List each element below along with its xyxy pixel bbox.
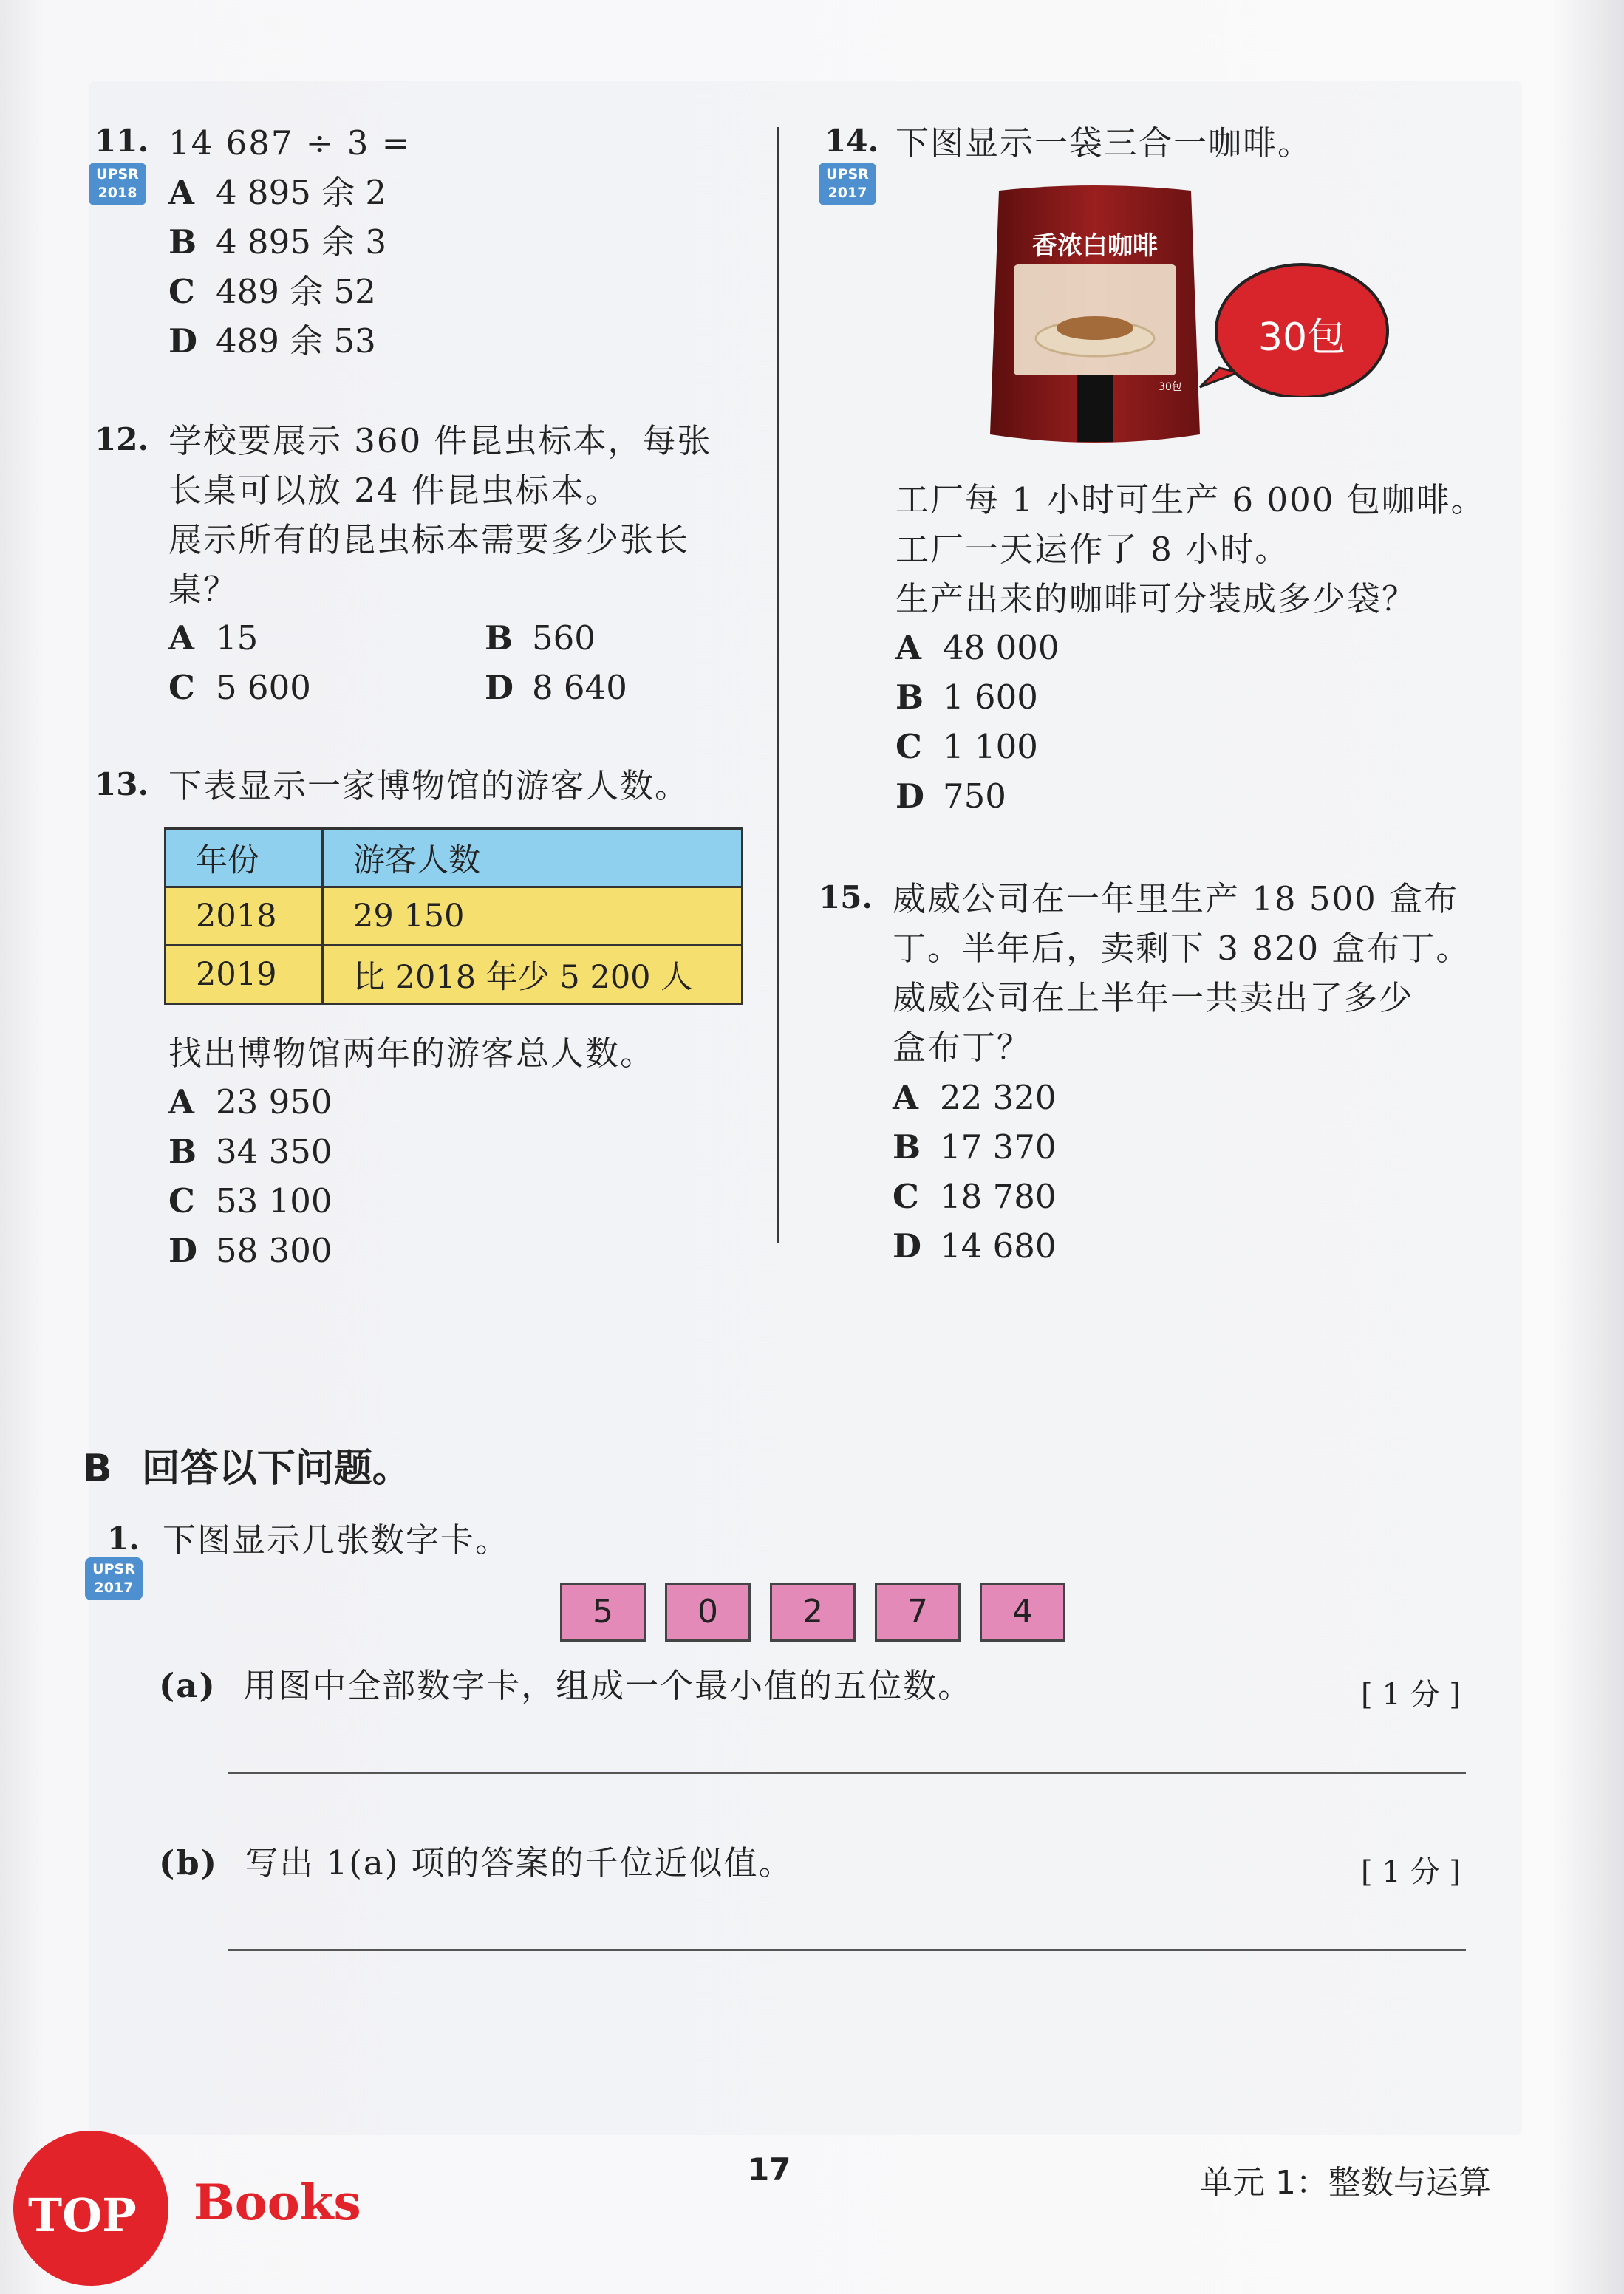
table-header-row [166,829,743,887]
coffee-bag-image [984,183,1206,451]
q11-question: 14 687 ÷ 3 = [168,123,412,163]
q13-option-a[interactable]: A 23 950 [168,1082,332,1122]
q11-number: 11. [95,123,149,159]
q11-option-a[interactable]: A 4 895 余 2 [168,173,387,212]
number-card: 2 [770,1583,856,1642]
table-cell: 2019 [166,946,323,1004]
table-header: 年份 [166,829,323,887]
number-card: 4 [980,1583,1065,1642]
part-a-mark: [ 1 分 ] [1361,1678,1461,1712]
table-row [166,887,743,946]
bag-count-text: 30包 [1159,381,1182,393]
number-card: 7 [875,1583,961,1642]
page-number: 17 [748,2151,791,2188]
q15-question: 威威公司在一年里生产 18 500 盒布 丁。半年后，卖剩下 3 820 盒布丁。 威威公司在上半年一共卖出了多少 盒布丁？ [893,879,1471,1067]
q11-option-c[interactable]: C 489 余 52 [168,272,376,311]
q14-number: 14. [825,123,879,159]
q12-options [168,613,745,712]
q15-options [893,1073,1056,1271]
logo-top-text: TOP [28,2188,137,2242]
part-b-text: 写出 1(a) 项的答案的千位近似值。 [245,1843,794,1882]
q14-intro: 下图显示一袋三合一咖啡。 [895,123,1313,163]
part-b [159,1838,794,1888]
table-row [166,946,743,1004]
number-card: 0 [665,1583,751,1642]
q12-option-d[interactable]: D 8 640 [485,668,627,707]
q12-question: 学校要展示 360 件昆虫标本，每张 长桌可以放 24 件昆虫标本。 展示所有的昆虫标本需要多少张长 桌？ [168,421,712,609]
q15-option-c[interactable]: C 18 780 [893,1177,1057,1216]
q12-option-c[interactable]: C 5 600 [168,668,311,707]
q14-option-b[interactable]: B 1 600 [895,677,1038,717]
q14-option-d[interactable]: D 750 [895,776,1006,816]
b-q1-intro: 下图显示几张数字卡。 [163,1520,511,1560]
bag-brand-text: 香浓白咖啡 [1032,231,1158,261]
part-a-label: (a) [159,1666,216,1705]
table-cell: 2018 [166,887,323,946]
q14-option-c[interactable]: C 1 100 [895,727,1038,766]
q15-number: 15. [819,879,873,915]
q13-intro: 下表显示一家博物馆的游客人数。 [168,766,690,805]
speech-bubble [1197,257,1396,397]
table-cell: 比 2018 年少 5 200 人 [323,946,743,1004]
q11-option-b[interactable]: B 4 895 余 3 [168,222,387,262]
q11-options [168,168,386,366]
q12-number: 12. [95,421,149,457]
visitor-table [164,827,743,1005]
unit-title: 单元 1：整数与运算 [1200,2164,1491,2202]
q11-option-d[interactable]: D 489 余 53 [168,321,376,361]
q11-upsr-badge: UPSR 2018 [89,163,146,205]
q15-option-b[interactable]: B 17 370 [893,1127,1057,1167]
part-a [159,1661,972,1710]
number-card: 5 [560,1583,646,1642]
q13-option-b[interactable]: B 34 350 [168,1132,332,1171]
q13-number: 13. [95,766,149,802]
q13-option-c[interactable]: C 53 100 [168,1181,332,1221]
section-letter: B [83,1447,112,1491]
q13-option-d[interactable]: D 58 300 [168,1231,332,1270]
column-divider [777,127,779,1243]
q13-question: 找出博物馆两年的游客总人数。 [168,1034,655,1073]
part-a-text: 用图中全部数字卡，组成一个最小值的五位数。 [243,1666,973,1705]
answer-line-b[interactable] [228,1949,1466,1951]
table-header: 游客人数 [323,829,743,887]
q14-option-a[interactable]: A 48 000 [895,628,1060,667]
topbooks-logo [13,2131,398,2290]
table-cell: 29 150 [323,887,743,946]
q15-option-a[interactable]: A 22 320 [893,1078,1057,1117]
q14-upsr-badge: UPSR 2017 [819,163,876,205]
bubble-label: 30包 [1258,315,1346,360]
q15-option-d[interactable]: D 14 680 [893,1226,1057,1266]
q14-options [895,623,1059,821]
answer-line-a[interactable] [228,1772,1466,1774]
section-title: 回答以下问题。 [141,1447,411,1491]
coffee-bag-illustration [984,183,1206,451]
b-q1-upsr-badge: UPSR 2017 [85,1557,143,1600]
q12-option-a[interactable]: A 15 [168,618,259,658]
section-b-heading [83,1437,411,1492]
part-b-label: (b) [159,1843,219,1882]
b-q1-number: 1. [107,1520,140,1557]
q12-option-b[interactable]: B 560 [485,618,596,658]
q14-question: 工厂每 1 小时可生产 6 000 包咖啡。 工厂一天运作了 8 小时。 生产出来的咖啡可分装成多少袋？ [895,480,1486,618]
logo-books-text: Books [194,2174,361,2231]
part-b-mark: [ 1 分 ] [1361,1855,1461,1889]
q13-options [168,1077,332,1275]
